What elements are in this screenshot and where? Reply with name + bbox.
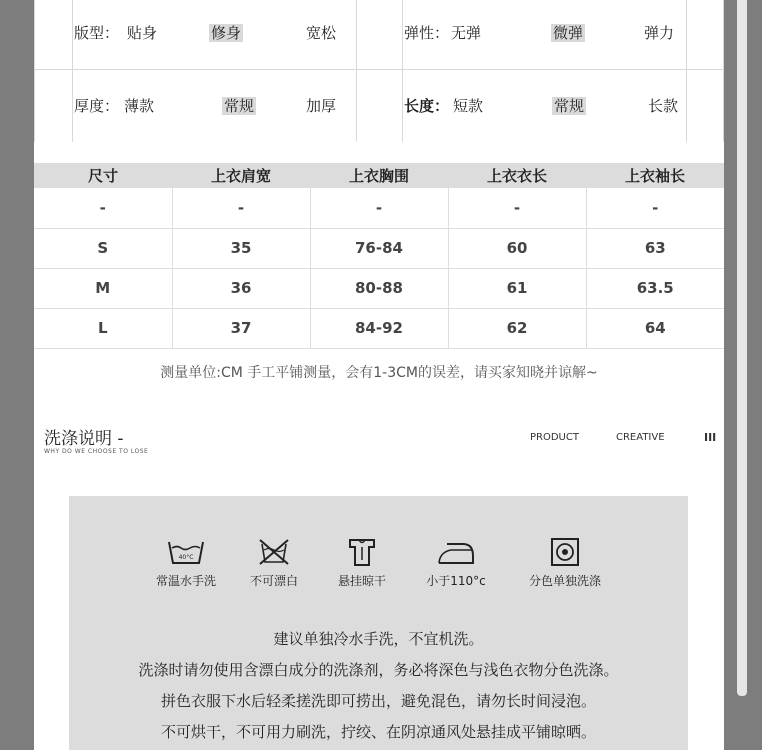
menu-icon[interactable]: III [704,431,717,444]
measurement-note: 测量单位:CM 手工平铺测量，会有1-3CM的误差，请买家知晓并谅解~ [160,365,598,381]
header-shoulder: 上衣肩宽 [172,163,310,188]
table-cell: - [586,188,724,228]
thickness-option-regular: 常规 [224,97,255,115]
elasticity-option-stretch: 弹力 [644,24,675,42]
wash-temp-badge: 40°C [178,554,194,561]
separate-wash-icon [545,536,585,568]
thickness-option-thick: 加厚 [306,97,337,115]
care-section-title: 洗涤说明 - [44,429,124,449]
hang-dry-icon [342,536,382,568]
care-icon-item [416,536,496,589]
care-instruction: 拼色衣服下水后轻柔搓洗即可捞出，避免混色，请勿长时间浸泡。 [160,692,596,710]
table-cell: 80-88 [310,268,448,308]
fit-option-loose: 宽松 [306,24,337,42]
table-cell: 64 [586,308,724,348]
thickness-label: 厚度： [74,97,120,115]
table-cell: S [34,228,172,268]
table-cell: 37 [172,308,310,348]
care-icon-label: 不可漂白 [249,574,298,588]
table-cell: 84-92 [310,308,448,348]
elasticity-option-none: 无弹 [451,24,482,42]
header-sleeve: 上衣袖长 [586,163,724,188]
fit-option-tight: 贴身 [127,24,158,42]
thickness-option-thin: 薄款 [124,97,155,115]
care-instruction: 不可烘干，不可用力刷洗，拧绞、在阴凉通风处悬挂成平铺晾晒。 [160,723,596,741]
no-bleach-icon [254,536,294,568]
care-icon-label: 常温水手洗 [155,574,216,588]
size-table-header [34,163,724,188]
care-instruction: 建议单独冷水手洗，不宜机洗。 [273,630,484,648]
attribute-grid [34,0,724,142]
table-cell: L [34,308,172,348]
table-cell: 76-84 [310,228,448,268]
table-cell: 35 [172,228,310,268]
elasticity-option-slight: 微弹 [553,24,584,42]
header-length: 上衣衣长 [448,163,586,188]
nav-link-product[interactable]: PRODUCT [530,432,579,443]
table-cell: - [34,188,172,228]
care-instruction: 洗涤时请勿使用含漂白成分的洗涤剂，务必将深色与浅色衣物分色洗涤。 [138,661,619,679]
table-cell: - [172,188,310,228]
table-cell: - [310,188,448,228]
table-cell: - [448,188,586,228]
table-row [34,268,724,308]
iron-icon [436,536,476,568]
length-option-long: 长款 [648,97,679,115]
care-icon-item [234,536,314,589]
care-icon-label: 小于110°c [426,574,486,588]
table-cell: M [34,268,172,308]
table-row [34,188,724,228]
header-chest: 上衣胸围 [310,163,448,188]
table-cell: 61 [448,268,586,308]
table-row [34,228,724,268]
table-cell: 63.5 [586,268,724,308]
header-size: 尺寸 [34,163,172,188]
care-icon-item [515,536,615,589]
care-panel [69,496,688,750]
table-row [34,308,724,348]
length-option-short: 短款 [453,97,484,115]
scrollbar[interactable] [737,0,747,696]
size-table [34,163,724,349]
table-cell: 62 [448,308,586,348]
table-cell: 60 [448,228,586,268]
care-section-subtitle: WHY DO WE CHOOSE TO LOSE [44,448,149,455]
product-detail-page [34,0,724,750]
table-cell: 63 [586,228,724,268]
fit-option-slim: 修身 [211,24,242,42]
fit-label: 版型： [74,24,120,42]
care-icon-label: 分色单独洗涤 [528,574,601,588]
table-cell: 36 [172,268,310,308]
care-icon-label: 悬挂晾干 [337,574,386,588]
elasticity-label: 弹性： [404,24,450,42]
length-option-regular: 常规 [554,97,585,115]
care-icon-item [146,536,226,589]
care-icon-item [322,536,402,589]
hand-wash-icon [166,536,206,568]
length-label: 长度： [404,97,450,115]
nav-link-creative[interactable]: CREATIVE [616,432,665,443]
